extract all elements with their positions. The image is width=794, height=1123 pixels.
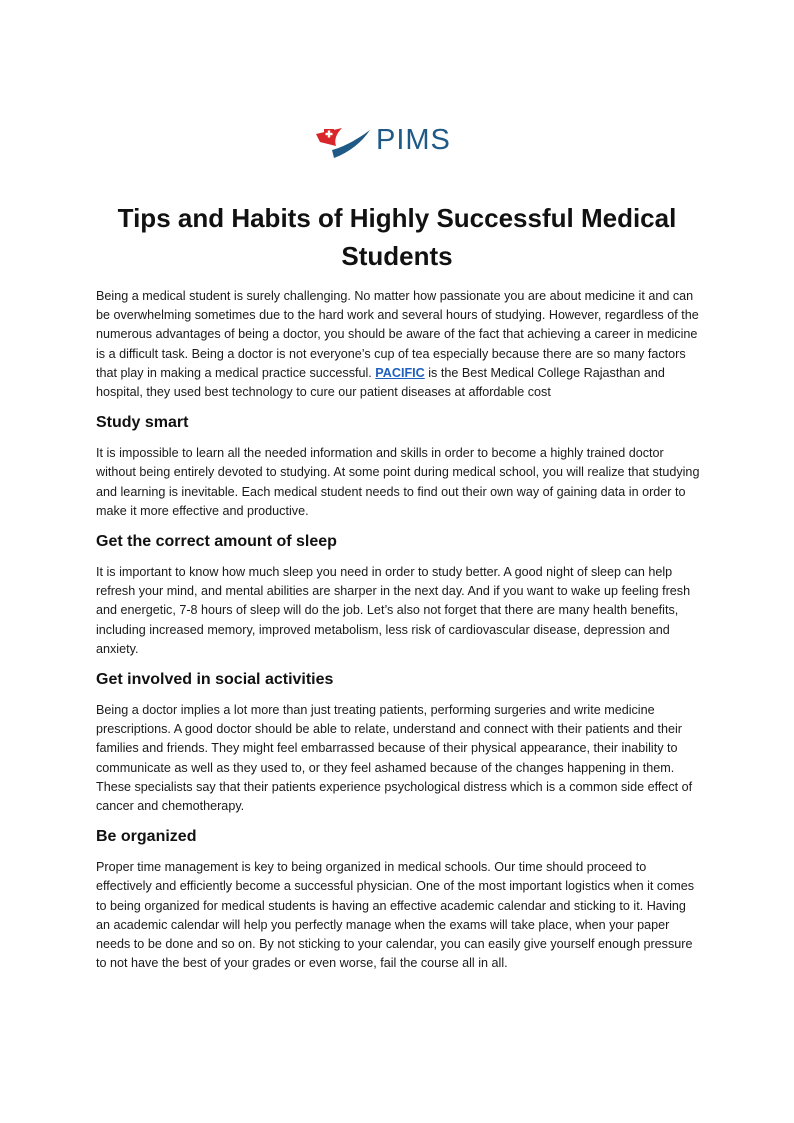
- section-body-study-smart: It is impossible to learn all the needed information and skills in order to become a highly trained doctor without being entirely devoted to studying. At some point during medical school, you will realize that studying and learning is inevitable. Each medical student needs to find out their own way of gaining data in order to make it more effective and productive.: [96, 446, 700, 518]
- intro-text-before-link: Being a medical student is surely challenging. No matter how passionate you are about medicine it and can be overwhelming sometimes due to the hard work and several hours of studying. However, regardless of the numerous advantages of being a doctor, you should be aware of the fact that achieving a career in medicine is a difficult task. Being a doctor is not everyone’s cup of tea especially because there are so many factors that play in making a medical practice successful.: [96, 289, 699, 380]
- article-body: [96, 287, 700, 982]
- intro-text-after-link: is the Best Medical College Rajasthan and hospital, they used best technology to cure our patient diseases at affordable cost: [96, 365, 665, 400]
- intro-paragraph: [96, 287, 700, 402]
- section-body-sleep: It is important to know how much sleep you need in order to study better. A good night of sleep can help refresh your mind, and mental abilities are sharper in the next day. And if you want to wake up feeling fresh and energetic, 7-8 hours of sleep will do the job. Let’s also not forget that there are many health benefits, including increased memory, improved metabolism, less risk of cardiovascular disease, depression and anxiety.: [96, 565, 691, 656]
- section-heading-sleep: Get the correct amount of sleep: [96, 533, 337, 551]
- section-heading-social-activities: Get involved in social activities: [96, 671, 334, 689]
- pims-emblem-icon: [314, 120, 372, 160]
- page-title: Tips and Habits of Highly Successful Medical Students: [117, 203, 677, 271]
- section-body-be-organized: Proper time management is key to being organized in medical schools. Our time should proceed to effectively and efficiently become a successful physician. One of the most important logistics when it comes to being organized for medical students is having an effective academic calendar and sticking to it. Having an academic calendar will help you perfectly manage when the exams will take place, when your paper needs to be done and so on. By not sticking to your calendar, you can easily give yourself enough pressure to not have the best of your grades or even worse, fail the course all in all.: [96, 860, 695, 971]
- pims-logo: [314, 120, 484, 160]
- logo-text: PIMS: [376, 123, 451, 156]
- pacific-link[interactable]: PACIFIC: [375, 365, 425, 380]
- section-body-social-activities: Being a doctor implies a lot more than just treating patients, performing surgeries and write medicine prescriptions. A good doctor should be able to relate, understand and connect with their patients and their families and friends. They might feel embarrassed because of their physical appearance, their inability to communicate as well as they used to, or they feel ashamed because of the changes happening in them. These specialists say that their patients experience psychological distress which is a common side effect of cancer and chemotherapy.: [96, 703, 693, 814]
- section-heading-be-organized: Be organized: [96, 828, 197, 846]
- section-heading-study-smart: Study smart: [96, 414, 189, 432]
